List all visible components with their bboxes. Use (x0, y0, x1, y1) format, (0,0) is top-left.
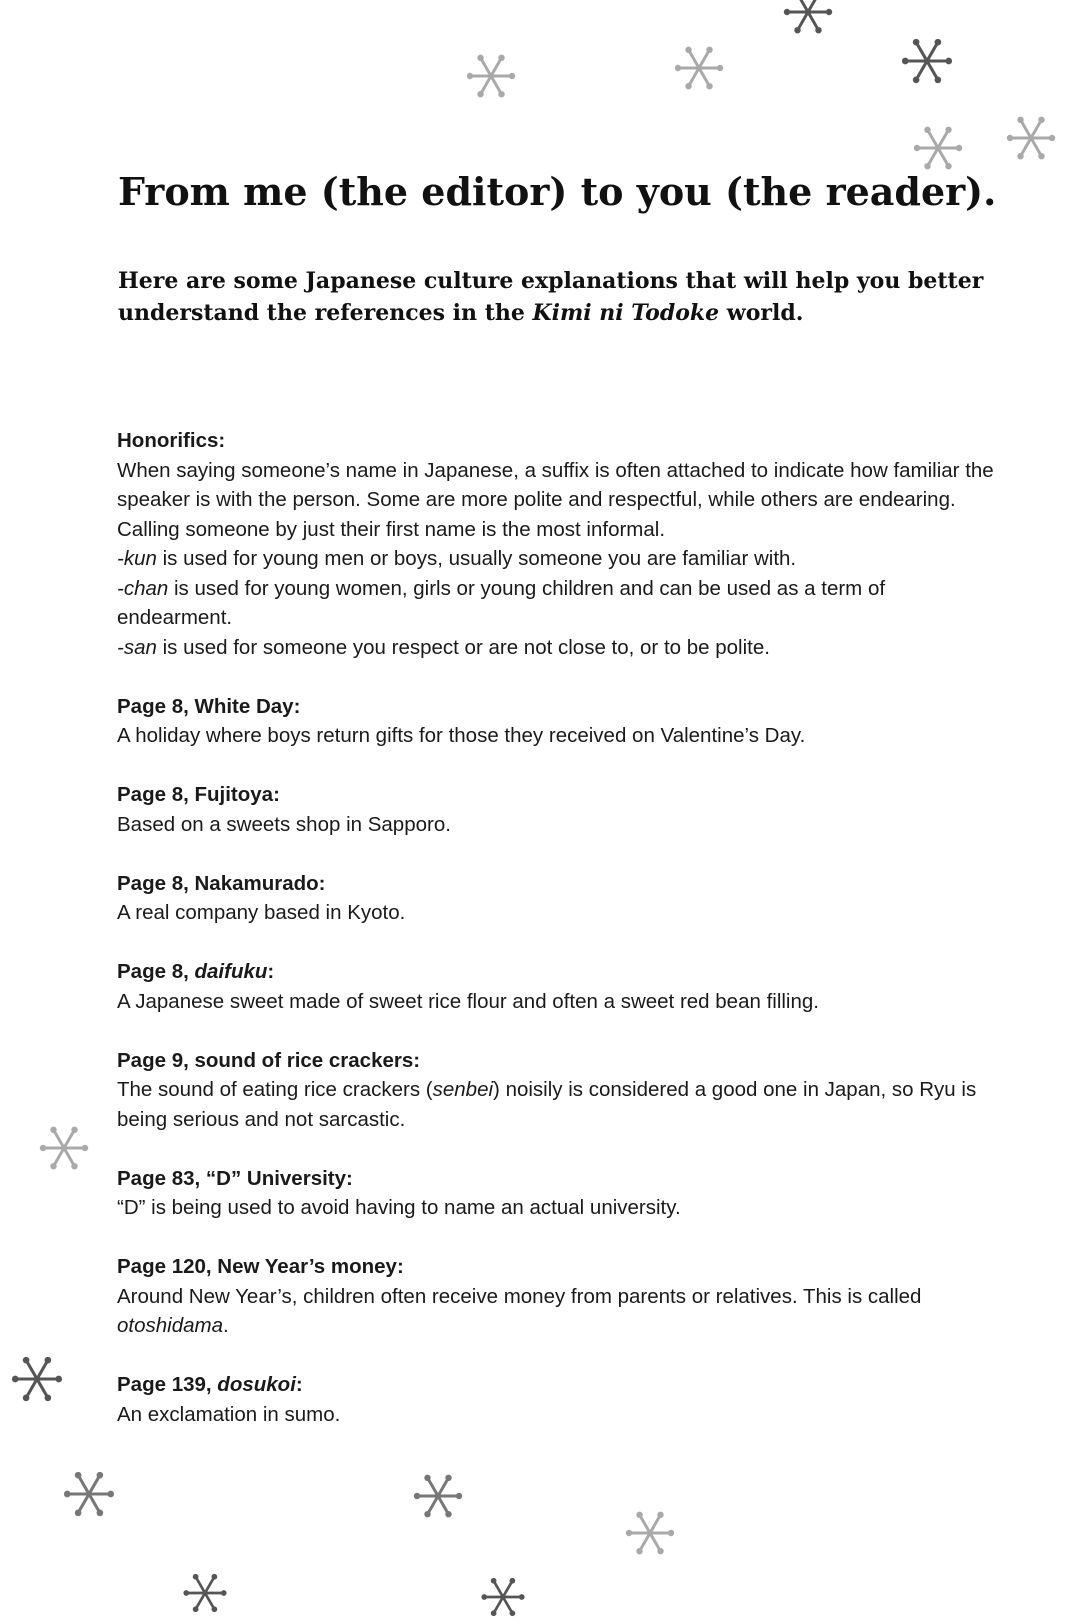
snowflake-icon (780, 0, 836, 40)
snowflake-icon (180, 1568, 230, 1618)
note-heading: Honorifics: (117, 429, 226, 452)
culture-notes (117, 426, 997, 1459)
note-heading: Page 83, “D” University: (117, 1166, 353, 1190)
note-daifuku (117, 957, 997, 1016)
note-body: “D” is being used to avoid having to name an actual university. (117, 1196, 681, 1219)
note-heading: Page 139, dosukoi: (117, 1373, 303, 1396)
note-new-years-money (117, 1252, 997, 1341)
note-heading: Page 8, Fujitoya: (117, 783, 280, 806)
snowflake-icon (622, 1505, 678, 1561)
snowflake-icon (410, 1468, 466, 1524)
note-rice-crackers (117, 1046, 997, 1135)
note-heading: Page 8, White Day: (117, 694, 301, 718)
note-body: When saying someone’s name in Japanese, a suffix is often attached to indicate how familiar the speaker is with the person. Some are more polite and respectful, while others are endearing. Calling someone by just their first name is the most informal. (117, 458, 994, 541)
note-dosukoi (117, 1370, 997, 1429)
note-nakamurado (117, 869, 997, 928)
note-body: Based on a sweets shop in Sapporo. (117, 812, 451, 836)
note-body-kun: -kun is used for young men or boys, usually someone you are familiar with. (117, 547, 797, 570)
snowflake-icon (478, 1572, 528, 1622)
page-title: From me (the editor) to you (the reader). (118, 169, 997, 214)
note-heading: Page 8, Nakamurado: (117, 871, 326, 895)
note-body: The sound of eating rice crackers (senbei) noisily is considered a good one in Japan, so Ryu is being serious and not sarcastic. (117, 1078, 977, 1131)
note-body-chan: -chan is used for young women, girls or young children and can be used as a term of endearment. (117, 576, 886, 629)
note-white-day (117, 692, 997, 751)
note-body: A Japanese sweet made of sweet rice flour and often a sweet red bean filling. (117, 989, 819, 1013)
snowflake-icon (671, 40, 727, 96)
snowflake-icon (8, 1350, 66, 1408)
note-heading: Page 120, New Year’s money: (117, 1255, 404, 1278)
note-body: An exclamation in sumo. (117, 1402, 341, 1426)
note-body: A real company based in Kyoto. (117, 901, 406, 924)
snowflake-icon (898, 32, 956, 90)
note-fujitoya (117, 780, 997, 839)
note-honorifics (117, 426, 997, 662)
note-d-university (117, 1164, 997, 1223)
note-heading: Page 8, daifuku: (117, 960, 275, 983)
snowflake-icon (1003, 110, 1059, 166)
series-title: Kimi ni Todoke (532, 300, 720, 326)
note-heading: Page 9, sound of rice crackers: (117, 1048, 421, 1072)
snowflake-icon (36, 1120, 92, 1176)
note-body: A holiday where boys return gifts for those they received on Valentine’s Day. (117, 724, 806, 747)
note-body-san: -san is used for someone you respect or are not close to, or to be polite. (117, 635, 770, 659)
note-body: Around New Year’s, children often receive money from parents or relatives. This is called otoshidama. (117, 1284, 922, 1337)
snowflake-icon (463, 48, 519, 104)
snowflake-icon (60, 1465, 118, 1523)
page-subtitle: Here are some Japanese culture explanations that will help you better understand the references in the Kimi ni Todoke world. (118, 268, 984, 326)
